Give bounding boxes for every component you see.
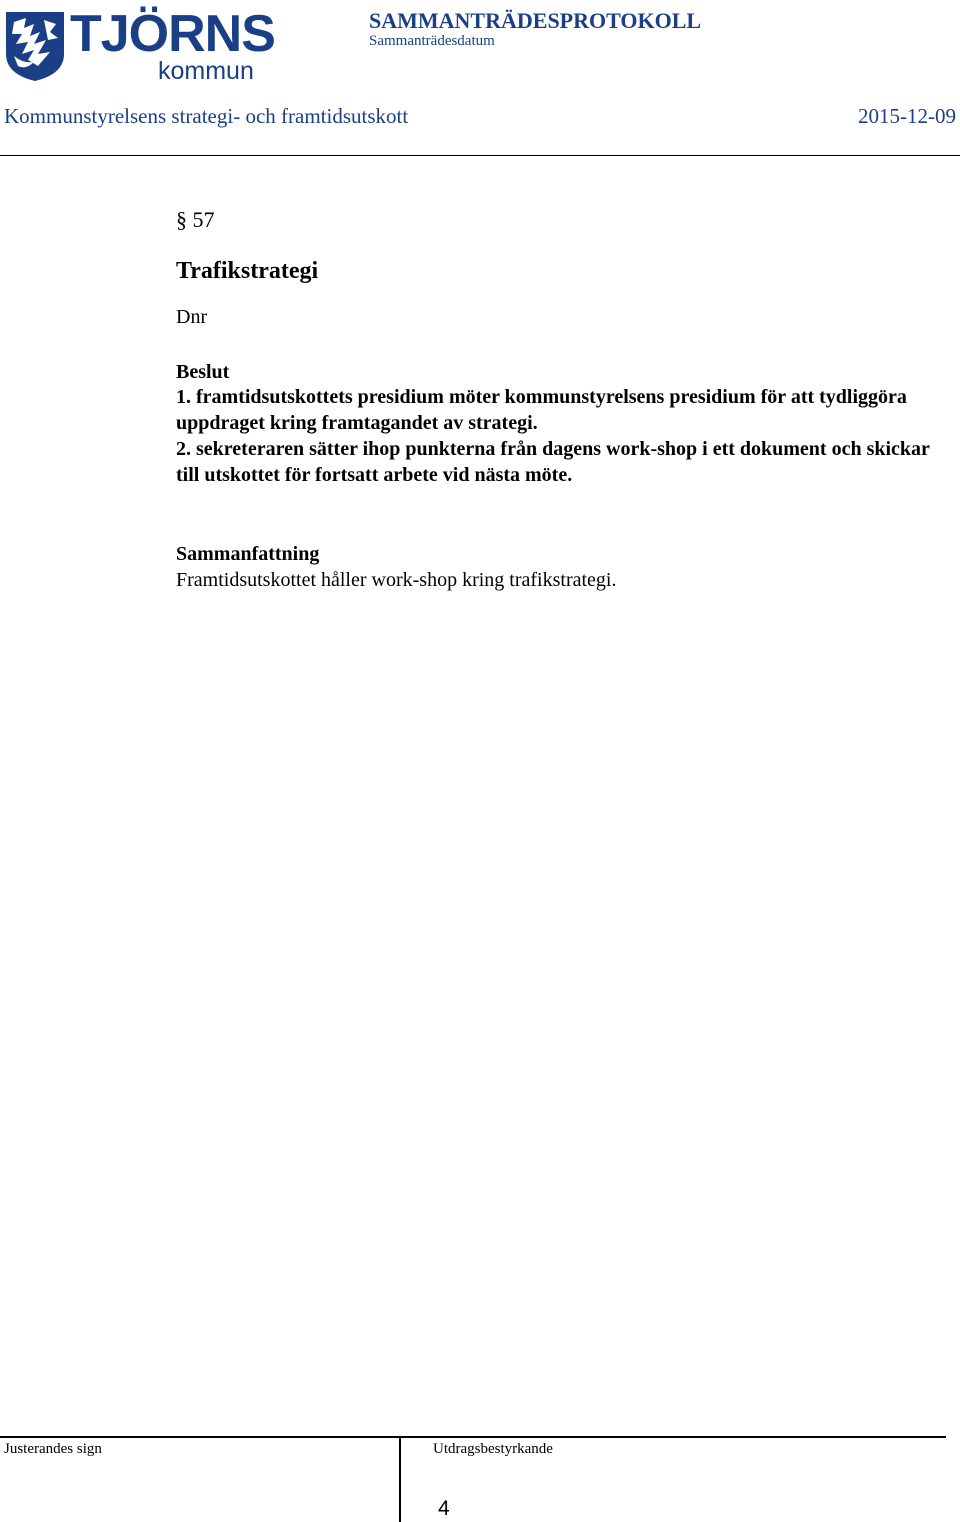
logo-wordmark: TJÖRNS [70,5,275,63]
committee-name: Kommunstyrelsens strategi- och framtidsutskott [4,104,409,128]
document-title: SAMMANTRÄDESPROTOKOLL [369,8,702,33]
municipality-logo [4,5,275,85]
header-divider [0,155,960,156]
summary-text: Framtidsutskottet håller work-shop kring trafikstrategi. [176,569,617,591]
decision-item-1: 1. framtidsutskottets presidium möter kommunstyrelsens presidium för att tydliggöra uppdraget kring framtagandet av strategi. [176,386,907,434]
document-subtitle: Sammanträdesdatum [369,33,495,49]
footer-column-divider [399,1436,401,1522]
document-body [176,206,936,593]
summary-label: Sammanfattning [176,543,320,565]
extract-label: Utdragsbestyrkande [433,1441,553,1457]
page-number: 4 [438,1497,450,1520]
logo-subtext: kommun [158,57,254,85]
paragraph-number-value: 57 [192,207,215,232]
paragraph-number [176,206,936,234]
footer-divider [0,1436,946,1438]
meeting-date: 2015-12-09 [858,104,956,128]
decision-label: Beslut [176,361,230,383]
coat-of-arms-icon [4,10,66,82]
signature-label: Justerandes sign [4,1441,102,1457]
dnr-label: Dnr [176,306,208,328]
decision-item-2: 2. sekreteraren sätter ihop punkterna från dagens work-shop i ett dokument och skickar till utskottet för fortsatt arbete vid nästa möte. [176,438,930,486]
paragraph-symbol: § [176,207,187,232]
section-title: Trafikstrategi [176,258,319,284]
